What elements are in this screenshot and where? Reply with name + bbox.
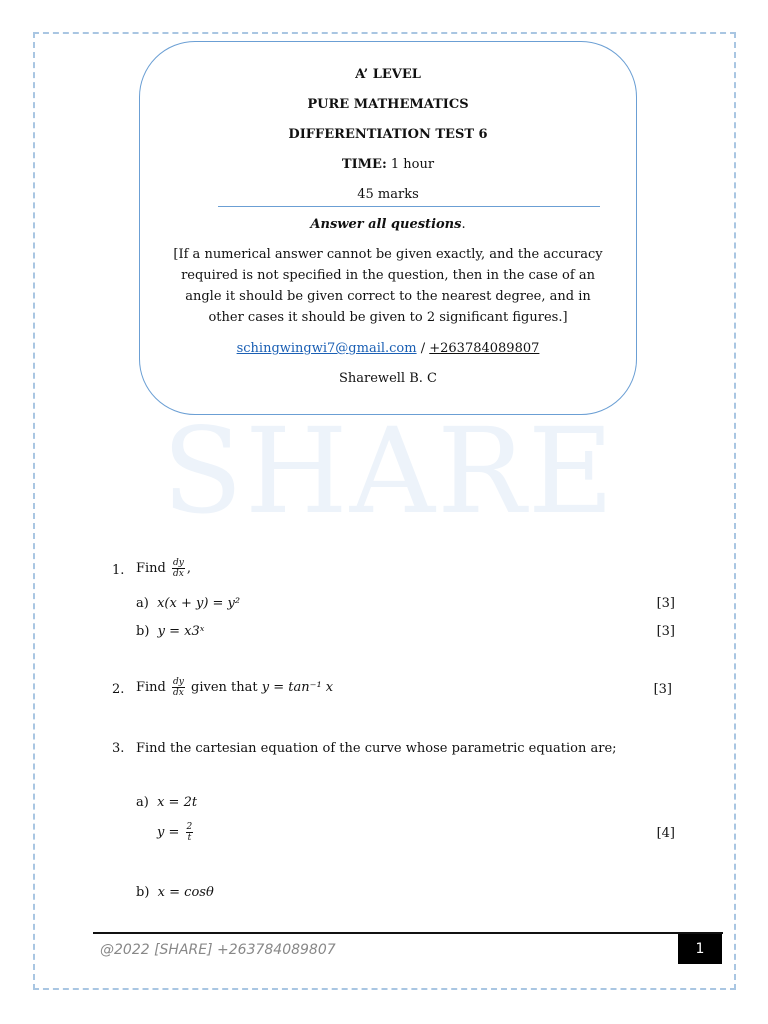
q3a-numerator: 2 bbox=[186, 822, 193, 832]
q1a-marks: [3] bbox=[656, 596, 675, 611]
contact-line bbox=[140, 340, 636, 358]
q1b-label: b) bbox=[136, 624, 150, 639]
q1-text bbox=[136, 558, 191, 579]
q2-expression: y = tan⁻¹ x bbox=[261, 680, 334, 695]
q2-text bbox=[136, 677, 333, 698]
q3a-item bbox=[136, 794, 197, 812]
q1a-expression: x(x + y) = y² bbox=[157, 596, 241, 611]
q1a-label: a) bbox=[136, 596, 149, 611]
q2-marks: [3] bbox=[653, 682, 672, 697]
q2-find: Find bbox=[136, 680, 171, 695]
q1-derivative bbox=[172, 558, 185, 579]
header-box bbox=[139, 41, 637, 415]
q2-number: 2. bbox=[112, 682, 125, 697]
footer-text: @2022 [SHARE] +263784089807 bbox=[100, 942, 336, 958]
answer-all: Answer all questions bbox=[310, 217, 462, 232]
author: Sharewell B. C bbox=[339, 371, 437, 386]
answer-all-suffix: . bbox=[461, 217, 466, 232]
q3b-expression: x = cosθ bbox=[157, 885, 214, 900]
q3a-marks: [4] bbox=[656, 826, 675, 841]
q1-dx: dx bbox=[173, 569, 184, 579]
footer-rule bbox=[93, 932, 723, 934]
q3b-label: b) bbox=[136, 885, 150, 900]
q3a-x-expression: x = 2t bbox=[157, 795, 198, 810]
q3a-y-expression bbox=[157, 822, 195, 843]
q3b-item bbox=[136, 884, 214, 902]
q3a-fraction bbox=[186, 822, 194, 843]
q1-comma: , bbox=[186, 561, 192, 576]
q1a-item bbox=[136, 595, 240, 613]
phone-link[interactable]: +263784089807 bbox=[429, 341, 540, 356]
time-value: 1 hour bbox=[386, 157, 435, 172]
q1b-marks: [3] bbox=[656, 624, 675, 639]
q3a-label: a) bbox=[136, 795, 149, 810]
time-line bbox=[140, 156, 636, 174]
q2-given: given that bbox=[186, 680, 262, 695]
watermark: SHARE bbox=[162, 402, 616, 540]
page-number: 1 bbox=[678, 934, 722, 964]
q3a-denominator: t bbox=[187, 833, 192, 843]
q1-dy: dy bbox=[173, 558, 184, 568]
q2-dx: dx bbox=[173, 688, 184, 698]
q2-dy: dy bbox=[173, 677, 184, 687]
q3a-y-lhs: y = bbox=[157, 825, 184, 840]
q3-number: 3. bbox=[112, 741, 125, 756]
level-heading: A’ LEVEL bbox=[355, 67, 421, 82]
header-divider bbox=[218, 206, 600, 207]
q3-text: Find the cartesian equation of the curve whose parametric equation are; bbox=[136, 741, 617, 756]
subject-heading: PURE MATHEMATICS bbox=[307, 97, 469, 112]
answer-all-line bbox=[140, 216, 636, 234]
time-label: TIME: bbox=[341, 157, 387, 172]
contact-separator: / bbox=[416, 341, 430, 356]
q1-find: Find bbox=[136, 561, 171, 576]
instructions: [If a numerical answer cannot be given exactly, and the accuracy required is not specified in the question, then in the case of an angle it should be given correct to the nearest degree, and in other cases it should be given to 2 significant figures.] bbox=[173, 247, 603, 325]
q2-derivative bbox=[172, 677, 185, 698]
test-title: DIFFERENTIATION TEST 6 bbox=[288, 127, 488, 142]
q1-number: 1. bbox=[112, 563, 125, 578]
q1b-item bbox=[136, 623, 204, 641]
total-marks: 45 marks bbox=[357, 187, 419, 202]
email-link[interactable]: schingwingwi7@gmail.com bbox=[236, 341, 417, 356]
q1b-expression: y = x3ˣ bbox=[157, 624, 205, 639]
